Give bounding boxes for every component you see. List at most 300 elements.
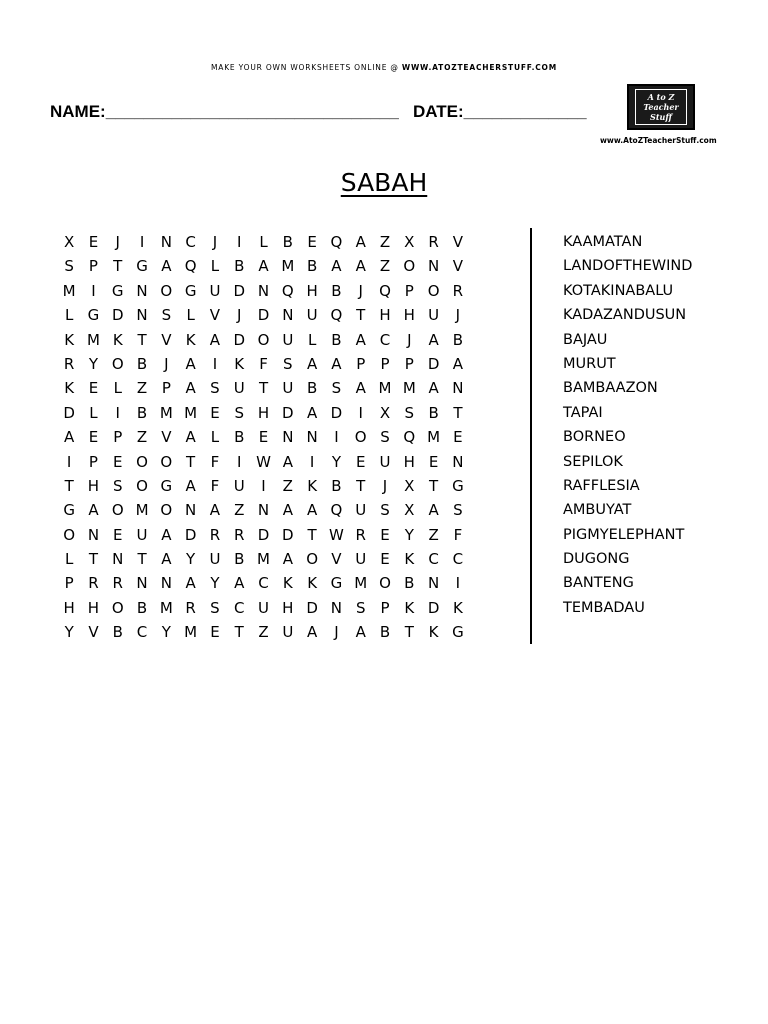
- grid-letter: A: [306, 623, 318, 642]
- grid-letter: Z: [258, 623, 269, 642]
- grid-letter: K: [64, 330, 75, 349]
- grid-letter: N: [330, 598, 343, 617]
- word-list-item: DUGONG: [563, 551, 630, 568]
- grid-row: [57, 571, 470, 595]
- grid-letter: A: [282, 550, 293, 569]
- grid-letter: O: [403, 257, 416, 276]
- grid-letter: U: [282, 623, 294, 642]
- grid-letter: R: [112, 574, 123, 593]
- grid-letter: S: [355, 598, 366, 617]
- grid-letter: A: [185, 354, 196, 373]
- grid-letter: N: [282, 306, 294, 325]
- grid-letter: G: [452, 623, 464, 642]
- grid-divider: [530, 228, 532, 644]
- grid-row: [57, 401, 470, 425]
- grid-letter: K: [112, 330, 123, 349]
- grid-letter: A: [258, 257, 269, 276]
- grid-letter: J: [407, 330, 412, 349]
- grid-letter: P: [113, 428, 123, 447]
- grid-letter: X: [64, 233, 75, 251]
- grid-letter: A: [282, 452, 293, 471]
- grid-letter: Q: [330, 233, 343, 251]
- grid-letter: R: [209, 525, 221, 544]
- grid-letter: E: [88, 379, 99, 398]
- grid-letter: C: [258, 574, 269, 593]
- grid-letter: N: [427, 257, 440, 276]
- grid-letter: B: [331, 330, 342, 349]
- grid-letter: X: [404, 501, 415, 520]
- grid-letter: O: [354, 428, 367, 447]
- word-list-item: BAMBAAZON: [563, 380, 658, 397]
- grid-row: [57, 474, 470, 498]
- grid-letter: M: [257, 550, 270, 569]
- grid-letter: R: [355, 525, 366, 544]
- grid-letter: H: [63, 598, 75, 617]
- page-title: SABAH: [340, 168, 428, 197]
- grid-letter: O: [111, 598, 124, 617]
- grid-letter: E: [113, 452, 123, 471]
- grid-letter: F: [210, 476, 220, 495]
- grid-letter: B: [379, 623, 391, 642]
- grid-letter: Z: [379, 233, 391, 251]
- grid-letter: I: [237, 452, 242, 471]
- grid-letter: T: [307, 525, 317, 544]
- grid-letter: J: [382, 476, 388, 495]
- grid-letter: F: [259, 354, 268, 373]
- grid-letter: D: [233, 281, 245, 300]
- grid-letter: A: [185, 379, 196, 398]
- logo-url: www.AtoZTeacherStuff.com: [600, 136, 717, 145]
- grid-letter: A: [209, 501, 221, 520]
- word-list-item: TEMBADAU: [563, 599, 645, 616]
- grid-letter: L: [113, 379, 122, 398]
- grid-row: [57, 254, 470, 278]
- grid-letter: Q: [379, 281, 391, 300]
- grid-letter: O: [160, 281, 173, 300]
- date-field-label: DATE:_____________: [413, 102, 587, 121]
- grid-letter: S: [331, 379, 342, 398]
- grid-letter: X: [404, 476, 415, 495]
- grid-letter: P: [88, 257, 98, 276]
- grid-letter: N: [87, 525, 100, 544]
- grid-letter: N: [257, 501, 270, 520]
- grid-letter: M: [184, 403, 198, 422]
- grid-letter: X: [404, 233, 415, 251]
- grid-letter: Q: [330, 306, 343, 325]
- grid-letter: P: [88, 452, 98, 471]
- grid-letter: G: [160, 476, 173, 495]
- grid-letter: O: [379, 574, 391, 593]
- grid-letter: C: [428, 550, 439, 569]
- grid-letter: T: [113, 257, 123, 276]
- grid-letter: Y: [186, 550, 196, 569]
- grid-letter: K: [428, 623, 439, 642]
- grid-letter: M: [135, 501, 149, 520]
- header-note: [0, 63, 768, 72]
- grid-letter: R: [88, 574, 99, 593]
- grid-letter: A: [331, 257, 342, 276]
- grid-letter: R: [428, 233, 439, 251]
- grid-letter: M: [354, 574, 368, 593]
- grid-letter: P: [404, 281, 414, 300]
- grid-letter: B: [282, 233, 293, 251]
- grid-letter: E: [428, 452, 439, 471]
- word-list-item: BORNEO: [563, 429, 626, 446]
- grid-letter: C: [452, 550, 464, 569]
- grid-letter: A: [161, 257, 172, 276]
- grid-letter: A: [428, 379, 439, 398]
- header-note-site: WWW.ATOZTEACHERSTUFF.COM: [401, 63, 557, 72]
- grid-letter: A: [185, 428, 196, 447]
- grid-letter: N: [452, 452, 464, 471]
- grid-letter: G: [452, 476, 464, 495]
- grid-letter: F: [210, 452, 220, 471]
- grid-letter: P: [380, 598, 390, 617]
- grid-letter: A: [282, 501, 293, 520]
- grid-letter: M: [281, 257, 295, 276]
- grid-letter: I: [66, 452, 72, 471]
- grid-letter: V: [88, 623, 99, 642]
- grid-letter: B: [306, 379, 318, 398]
- grid-letter: C: [233, 598, 245, 617]
- grid-letter: S: [210, 598, 220, 617]
- grid-letter: J: [334, 623, 339, 642]
- grid-letter: I: [237, 233, 242, 251]
- grid-letter: N: [427, 574, 440, 593]
- word-list-item: TAPAI: [563, 404, 603, 421]
- grid-letter: N: [136, 281, 148, 300]
- word-list-item: KADAZANDUSUN: [563, 307, 687, 324]
- grid-letter: J: [212, 233, 218, 251]
- grid-letter: Y: [404, 525, 414, 544]
- grid-letter: E: [380, 550, 390, 569]
- grid-letter: A: [234, 574, 245, 593]
- grid-letter: T: [186, 452, 196, 471]
- grid-letter: B: [136, 354, 148, 373]
- grid-row: [57, 498, 470, 522]
- grid-letter: I: [139, 233, 145, 251]
- word-list-item: KAAMATAN: [563, 234, 643, 250]
- grid-letter: U: [233, 476, 245, 495]
- grid-letter: N: [306, 428, 318, 447]
- grid-letter: A: [209, 330, 221, 349]
- grid-letter: Q: [403, 428, 416, 447]
- grid-letter: O: [427, 281, 440, 300]
- grid-letter: L: [210, 257, 220, 276]
- grid-letter: I: [358, 403, 363, 422]
- grid-letter: L: [64, 550, 74, 569]
- grid-letter: M: [402, 379, 416, 398]
- grid-letter: B: [112, 623, 123, 642]
- grid-letter: N: [112, 550, 124, 569]
- grid-letter: K: [404, 550, 415, 569]
- grid-letter: D: [282, 525, 294, 544]
- grid-letter: U: [209, 281, 221, 300]
- grid-letter: O: [136, 452, 148, 471]
- grid-letter: R: [185, 598, 196, 617]
- grid-letter: H: [306, 281, 318, 300]
- grid-letter: L: [210, 428, 220, 447]
- grid-letter: T: [258, 379, 269, 398]
- grid-letter: M: [86, 330, 100, 349]
- grid-letter: T: [404, 623, 414, 642]
- grid-letter: N: [452, 379, 464, 398]
- grid-letter: G: [136, 257, 148, 276]
- grid-letter: B: [331, 281, 342, 300]
- grid-letter: D: [111, 306, 124, 325]
- grid-letter: W: [256, 452, 271, 471]
- grid-letter: A: [428, 330, 439, 349]
- grid-letter: M: [62, 281, 76, 300]
- grid-row: [57, 450, 470, 474]
- grid-letter: A: [161, 550, 172, 569]
- grid-letter: O: [111, 354, 124, 373]
- grid-letter: U: [136, 525, 148, 544]
- word-list-item: SEPILOK: [563, 453, 623, 470]
- word-list: [563, 230, 692, 620]
- grid-row: [57, 425, 470, 449]
- grid-letter: B: [306, 257, 318, 276]
- grid-letter: U: [355, 501, 367, 520]
- grid-letter: S: [283, 354, 293, 373]
- grid-letter: S: [234, 403, 244, 422]
- grid-letter: Y: [210, 574, 220, 593]
- grid-letter: I: [261, 476, 266, 495]
- grid-letter: G: [111, 281, 124, 300]
- grid-letter: U: [282, 379, 294, 398]
- word-list-item: LANDOFTHEWIND: [563, 258, 693, 275]
- grid-letter: Y: [64, 623, 74, 642]
- grid-letter: B: [136, 403, 148, 422]
- grid-letter: E: [258, 428, 269, 447]
- grid-letter: N: [185, 501, 197, 520]
- grid-letter: E: [307, 233, 317, 251]
- grid-letter: U: [428, 306, 440, 325]
- grid-row: [57, 230, 470, 254]
- grid-letter: M: [159, 598, 173, 617]
- grid-letter: D: [63, 403, 75, 422]
- grid-row: [57, 328, 470, 352]
- grid-letter: F: [453, 525, 463, 544]
- grid-letter: O: [111, 501, 124, 520]
- grid-letter: D: [306, 598, 318, 617]
- grid-letter: D: [427, 598, 440, 617]
- word-list-item: BANTENG: [563, 575, 634, 592]
- grid-letter: I: [115, 403, 120, 422]
- grid-letter: X: [379, 403, 391, 422]
- word-list-item: RAFFLESIA: [563, 477, 640, 494]
- grid-letter: D: [257, 525, 270, 544]
- grid-letter: M: [378, 379, 392, 398]
- grid-letter: E: [210, 403, 220, 422]
- grid-letter: T: [88, 550, 99, 569]
- grid-letter: P: [161, 379, 171, 398]
- grid-letter: P: [380, 354, 390, 373]
- grid-letter: A: [355, 257, 366, 276]
- grid-letter: E: [380, 525, 390, 544]
- grid-letter: E: [88, 428, 99, 447]
- grid-letter: A: [161, 525, 172, 544]
- grid-letter: A: [64, 428, 75, 447]
- grid-letter: S: [210, 379, 220, 398]
- grid-letter: E: [113, 525, 123, 544]
- atoz-logo: [627, 84, 695, 130]
- grid-letter: D: [427, 354, 440, 373]
- grid-letter: P: [404, 354, 414, 373]
- grid-letter: I: [309, 452, 315, 471]
- grid-letter: Z: [379, 257, 391, 276]
- grid-letter: J: [358, 281, 363, 300]
- grid-letter: S: [453, 501, 463, 520]
- grid-letter: O: [160, 452, 173, 471]
- grid-letter: V: [161, 330, 172, 349]
- grid-letter: M: [184, 623, 198, 642]
- word-list-item: KOTAKINABALU: [563, 282, 674, 299]
- grid-letter: U: [355, 550, 367, 569]
- grid-letter: T: [453, 403, 463, 422]
- grid-letter: K: [452, 598, 463, 617]
- grid-letter: A: [306, 501, 318, 520]
- grid-letter: B: [404, 574, 415, 593]
- grid-letter: V: [331, 550, 342, 569]
- grid-letter: V: [452, 257, 464, 276]
- grid-letter: O: [306, 550, 319, 569]
- grid-letter: N: [160, 574, 172, 593]
- grid-letter: P: [356, 354, 366, 373]
- grid-letter: M: [159, 403, 173, 422]
- grid-letter: D: [257, 306, 270, 325]
- grid-letter: A: [355, 623, 366, 642]
- grid-letter: U: [258, 598, 270, 617]
- atoz-logo-text: A to Z Teacher Stuff: [635, 89, 687, 125]
- grid-letter: B: [331, 476, 342, 495]
- grid-letter: U: [209, 550, 221, 569]
- word-list-item: PIGMYELEPHANT: [563, 526, 685, 543]
- grid-letter: C: [136, 623, 148, 642]
- grid-letter: A: [88, 501, 99, 520]
- grid-letter: A: [355, 233, 366, 251]
- grid-letter: I: [334, 428, 339, 447]
- grid-letter: U: [233, 379, 245, 398]
- grid-letter: N: [257, 281, 270, 300]
- header-note-prefix: MAKE YOUR OWN WORKSHEETS ONLINE @: [211, 63, 402, 72]
- grid-letter: L: [64, 306, 74, 325]
- grid-row: [57, 376, 470, 400]
- grid-letter: J: [455, 306, 461, 325]
- grid-letter: T: [64, 476, 74, 495]
- grid-letter: A: [306, 354, 318, 373]
- grid-letter: G: [63, 501, 75, 520]
- grid-letter: C: [379, 330, 391, 349]
- grid-letter: K: [282, 574, 293, 593]
- grid-letter: T: [137, 330, 147, 349]
- grid-letter: Z: [136, 379, 148, 398]
- grid-letter: R: [63, 354, 75, 373]
- grid-letter: S: [380, 501, 390, 520]
- grid-letter: V: [452, 233, 464, 251]
- grid-letter: D: [233, 330, 245, 349]
- grid-letter: A: [306, 403, 318, 422]
- grid-letter: E: [88, 233, 99, 251]
- grid-letter: A: [355, 330, 366, 349]
- grid-letter: C: [185, 233, 196, 251]
- grid-letter: E: [453, 428, 463, 447]
- grid-letter: S: [112, 476, 123, 495]
- grid-letter: I: [212, 354, 218, 373]
- grid-letter: U: [306, 306, 318, 325]
- grid-letter: A: [428, 501, 439, 520]
- grid-letter: T: [429, 476, 439, 495]
- grid-letter: V: [209, 306, 221, 325]
- grid-letter: I: [455, 574, 461, 593]
- grid-letter: B: [136, 598, 148, 617]
- grid-letter: G: [330, 574, 343, 593]
- name-field-label: NAME:_______________________________: [50, 102, 399, 121]
- grid-letter: Z: [136, 428, 148, 447]
- grid-letter: A: [185, 574, 196, 593]
- grid-letter: K: [234, 354, 245, 373]
- grid-letter: P: [64, 574, 74, 593]
- grid-letter: K: [404, 598, 415, 617]
- grid-row: [57, 523, 470, 547]
- grid-letter: U: [282, 330, 294, 349]
- grid-letter: B: [452, 330, 464, 349]
- grid-letter: Q: [281, 281, 294, 300]
- grid-letter: B: [234, 257, 245, 276]
- grid-letter: A: [452, 354, 464, 373]
- grid-letter: S: [161, 306, 172, 325]
- word-list-item: MURUT: [563, 355, 616, 372]
- grid-row: [57, 596, 470, 620]
- grid-letter: J: [164, 354, 169, 373]
- grid-letter: O: [257, 330, 270, 349]
- grid-letter: T: [356, 476, 366, 495]
- grid-letter: Y: [161, 623, 171, 642]
- grid-letter: R: [234, 525, 245, 544]
- grid-letter: G: [87, 306, 100, 325]
- word-list-item: BAJAU: [563, 331, 608, 348]
- grid-letter: Z: [428, 525, 439, 544]
- grid-letter: S: [380, 428, 390, 447]
- grid-letter: T: [356, 306, 366, 325]
- grid-letter: K: [64, 379, 75, 398]
- grid-letter: Y: [331, 452, 341, 471]
- grid-letter: T: [137, 550, 147, 569]
- grid-letter: S: [64, 257, 74, 276]
- grid-letter: A: [331, 354, 342, 373]
- grid-letter: H: [379, 306, 391, 325]
- grid-letter: K: [307, 574, 318, 593]
- word-list-item: AMBUYAT: [563, 502, 632, 519]
- grid-letter: H: [87, 476, 100, 495]
- grid-letter: H: [257, 403, 270, 422]
- grid-row: [57, 303, 470, 327]
- grid-letter: D: [282, 403, 294, 422]
- grid-letter: K: [185, 330, 196, 349]
- grid-letter: Z: [282, 476, 293, 495]
- grid-letter: H: [403, 452, 415, 471]
- grid-letter: O: [160, 501, 173, 520]
- grid-letter: K: [307, 476, 318, 495]
- grid-letter: W: [328, 525, 344, 544]
- grid-letter: N: [136, 574, 148, 593]
- grid-letter: B: [428, 403, 439, 422]
- grid-letter: A: [185, 476, 196, 495]
- grid-letter: B: [234, 550, 245, 569]
- grid-letter: V: [161, 428, 172, 447]
- grid-letter: N: [282, 428, 294, 447]
- grid-letter: Q: [184, 257, 197, 276]
